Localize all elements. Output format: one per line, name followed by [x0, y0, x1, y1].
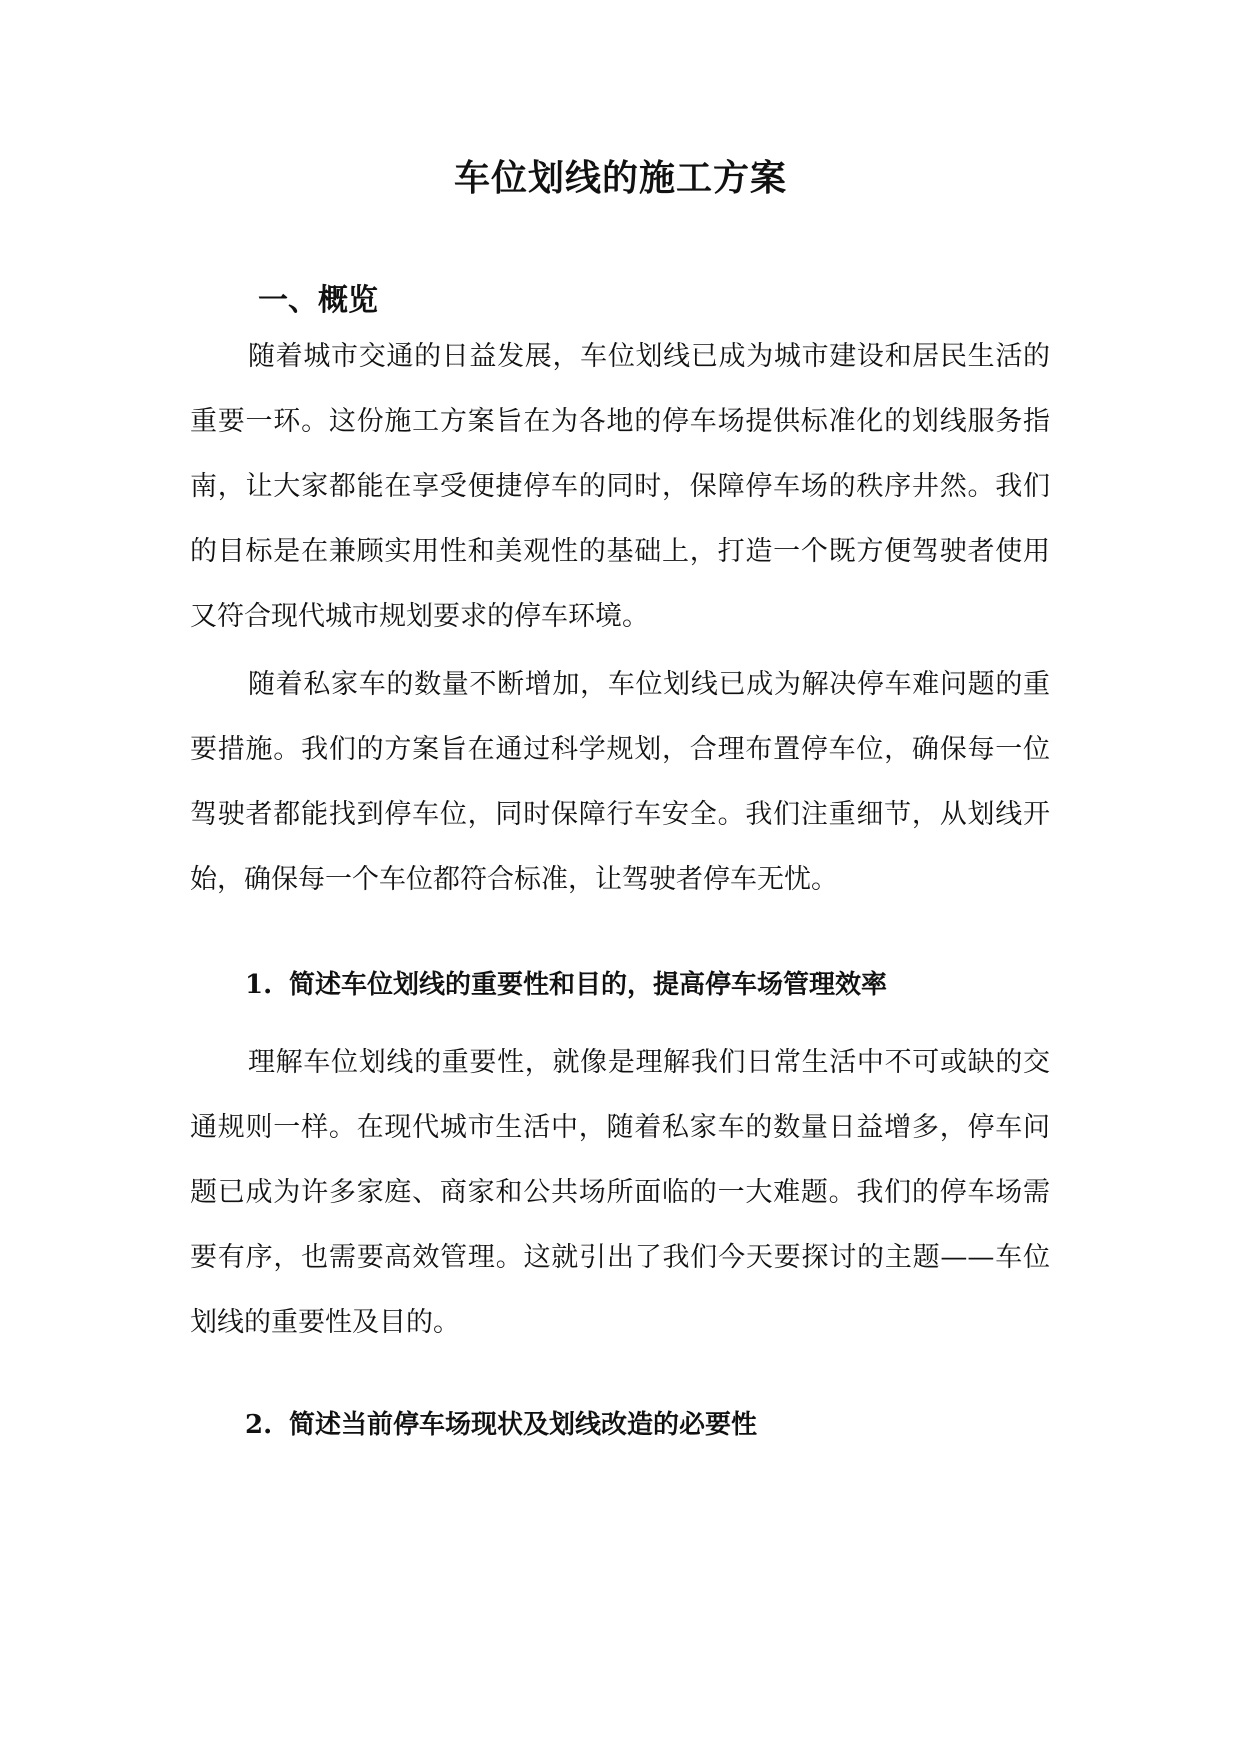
subsection-number-2: 2.: [245, 1410, 273, 1440]
subsection-title-2: 简述当前停车场现状及划线改造的必要性: [289, 1410, 758, 1440]
subsection-heading-2: [245, 1402, 757, 1448]
subsection-title-1: 简述车位划线的重要性和目的，提高停车场管理效率: [289, 970, 888, 1000]
section-heading-overview: 一、概览: [258, 283, 378, 318]
paragraph-overview-2: 随着私家车的数量不断增加，车位划线已成为解决停车难问题的重要措施。我们的方案旨在通过科学规划，合理布置停车位，确保每一位驾驶者都能找到停车位，同时保障行车安全。我们注重细节，从划线开始，确保每一个车位都符合标准，让驾驶者停车无忧。: [190, 669, 1050, 895]
paragraph-subsection-1: 理解车位划线的重要性，就像是理解我们日常生活中不可或缺的交通规则一样。在现代城市生活中，随着私家车的数量日益增多，停车问题已成为许多家庭、商家和公共场所面临的一大难题。我们的停车场需要有序，也需要高效管理。这就引出了我们今天要探讨的主题——车位划线的重要性及目的。: [190, 1047, 1050, 1338]
paragraph-overview-1: 随着城市交通的日益发展，车位划线已成为城市建设和居民生活的重要一环。这份施工方案旨在为各地的停车场提供标准化的划线服务指南，让大家都能在享受便捷停车的同时，保障停车场的秩序井然。我们的目标是在兼顾实用性和美观性的基础上，打造一个既方便驾驶者使用又符合现代城市规划要求的停车环境。: [190, 341, 1050, 632]
subsection-number-1: 1.: [245, 970, 273, 1000]
document-title: 车位划线的施工方案: [453, 157, 787, 199]
subsection-heading-1: [245, 962, 887, 1008]
